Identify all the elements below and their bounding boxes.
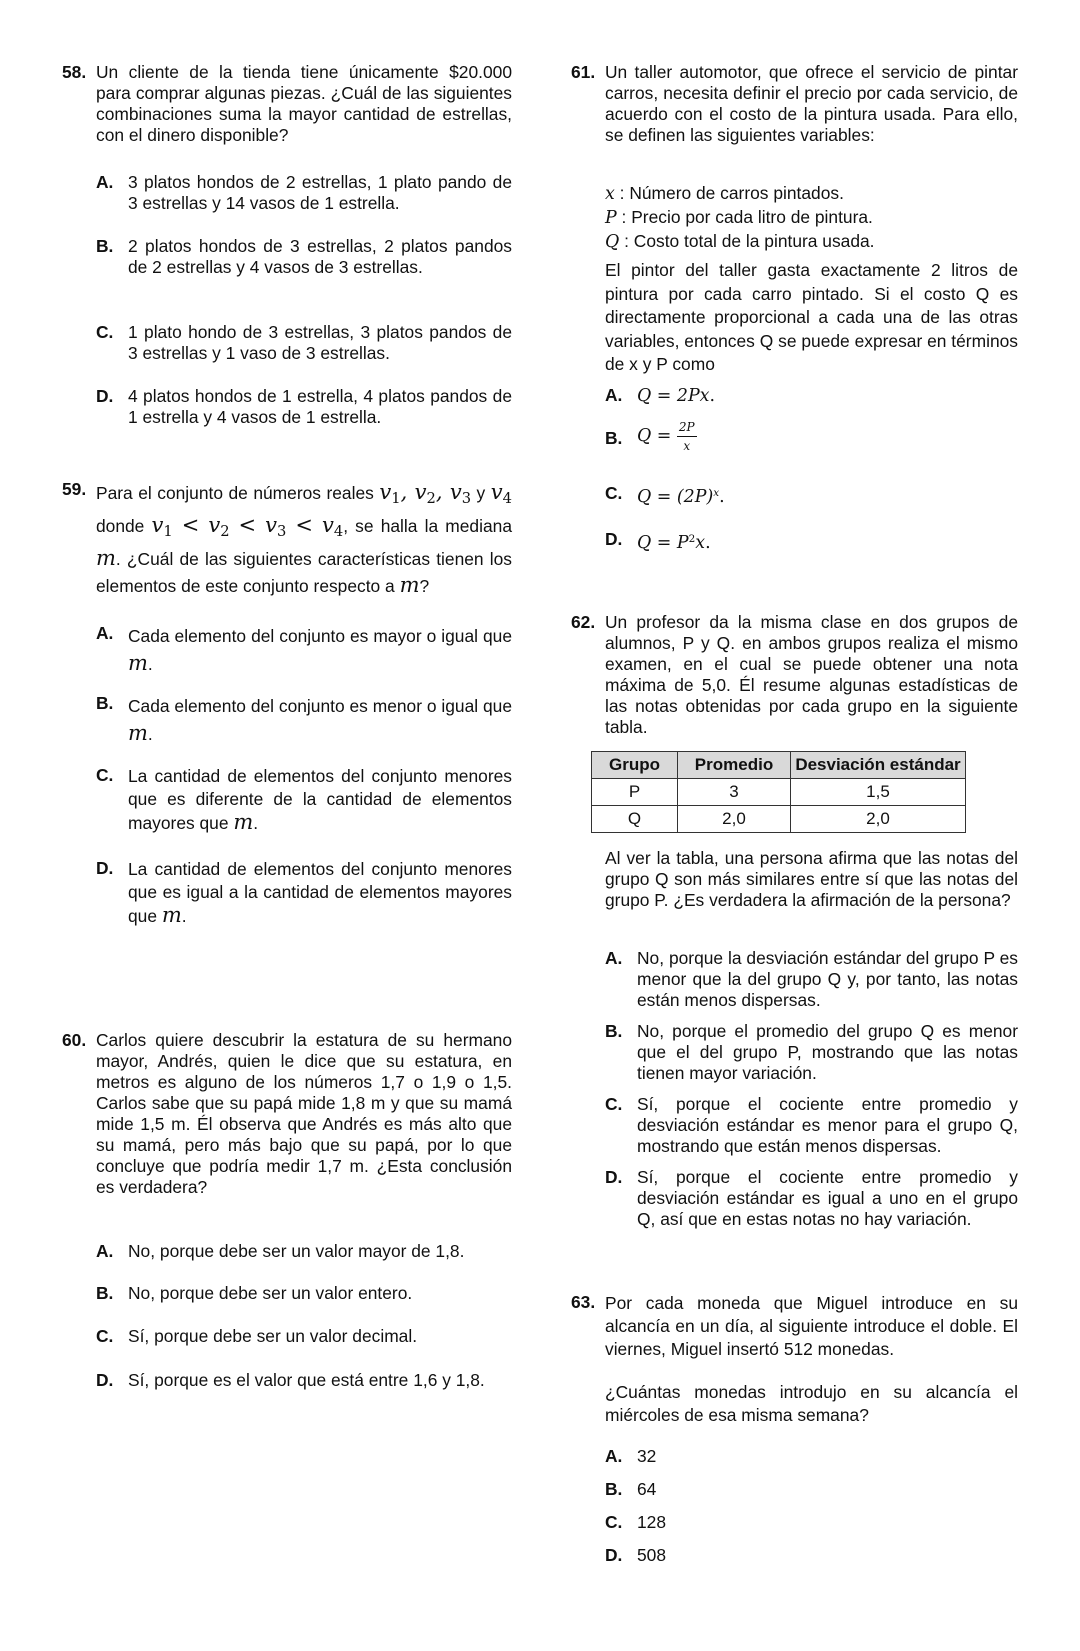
- median-symbol: m: [399, 573, 420, 597]
- option-text: 508: [637, 1545, 667, 1565]
- option-60-d[interactable]: [96, 1370, 512, 1391]
- option-62-b[interactable]: [605, 1021, 1018, 1084]
- stem-text: , se halla la mediana: [343, 516, 512, 536]
- option-label: A.: [605, 385, 623, 405]
- stem-text: . ¿Cuál de las siguientes características tienen los elementos de este conjunto respecto a: [96, 549, 512, 596]
- table-header: Promedio: [678, 752, 791, 779]
- stem-text: donde: [96, 516, 145, 536]
- option-text-part: La cantidad de elementos del conjunto menores que es diferente de la cantidad de elementos mayores que: [128, 766, 512, 833]
- variable-v4: $v_4$: [490, 480, 512, 507]
- question-stem-2: El pintor del taller gasta exactamente 2 litros de pintura por cada carro pintado. Si el costo Q es directamente proporcional a cada una de las otras variables, entonces Q se puede expresar en términos de x y P como: [605, 260, 1018, 374]
- question-61-context: [571, 259, 1018, 377]
- question-60: [62, 1030, 512, 1198]
- question-stem: Un taller automotor, que ofrece el servicio de pintar carros, necesita definir el precio por cada servicio, de acuerdo con el costo de la pintura usada. Para ello, se definen las siguientes variables:: [605, 62, 1018, 145]
- option-label: C.: [605, 483, 623, 503]
- option-label: D.: [96, 1370, 114, 1390]
- question-number: 60.: [62, 1030, 87, 1050]
- fraction-numerator: 2P: [677, 420, 697, 437]
- option-label: D.: [605, 529, 623, 549]
- option-58-c[interactable]: [96, 322, 512, 364]
- option-text: [128, 765, 512, 835]
- variable-definitions: [605, 182, 1052, 254]
- median-symbol: m: [233, 810, 254, 834]
- question-stem-2: ¿Cuántas monedas introdujo en su alcancía el miércoles de esa misma semana?: [605, 1382, 1018, 1425]
- option-text: 1 plato hondo de 3 estrellas, 3 platos pandos de 3 estrellas y 1 vaso de 3 estrellas.: [128, 322, 512, 363]
- option-59-c[interactable]: [96, 765, 512, 835]
- option-60-c[interactable]: [96, 1326, 512, 1347]
- question-62-context: [571, 848, 1018, 911]
- option-label: D.: [96, 386, 114, 406]
- table-cell: 1,5: [791, 779, 966, 806]
- option-text: [128, 693, 512, 748]
- option-62-a[interactable]: [605, 948, 1018, 1011]
- option-59-d[interactable]: [96, 858, 512, 928]
- variable-description: : Precio por cada litro de pintura.: [621, 207, 873, 227]
- option-text: [128, 858, 512, 928]
- question-63-prompt: [571, 1381, 1018, 1427]
- option-text-part: Cada elemento del conjunto es menor o igual que: [128, 696, 512, 716]
- option-label: D.: [605, 1545, 623, 1565]
- option-58-d[interactable]: [96, 386, 512, 428]
- formula-exponent: 2: [688, 533, 696, 545]
- option-text: No, porque la desviación estándar del grupo P es menor que la del grupo Q y, por tanto, las notas están menos dispersas.: [637, 948, 1018, 1010]
- formula-lhs: Q =: [637, 386, 677, 406]
- option-63-a[interactable]: [605, 1446, 1018, 1467]
- option-label: B.: [96, 693, 114, 713]
- stem-text: y: [476, 483, 486, 503]
- option-label: C.: [605, 1512, 623, 1532]
- option-60-a[interactable]: [96, 1241, 512, 1262]
- table-cell: P: [592, 779, 678, 806]
- option-text-part: Cada elemento del conjunto es mayor o igual que: [128, 626, 512, 646]
- formula-end: .: [719, 487, 725, 507]
- question-stem: Carlos quiere descubrir la estatura de su hermano mayor, Andrés, quien le dice que su estatura, en metros es alguno de los números 1,7 o 1,9 o 1,5. Carlos sabe que su papá mide 1,8 m y que su mamá mide 1,5 m. Él observa que Andrés es más alto que su mamá, pero más bajo que su papá, por lo que concluye que podría medir 1,7 m. ¿Esta conclusión es verdadera?: [96, 1030, 512, 1197]
- question-62: [571, 612, 1018, 738]
- option-label: D.: [605, 1167, 623, 1187]
- variable-description: : Número de carros pintados.: [619, 183, 844, 203]
- option-text-end: .: [181, 906, 187, 926]
- option-59-b[interactable]: [96, 693, 512, 748]
- option-59-a[interactable]: [96, 623, 512, 678]
- option-63-c[interactable]: [605, 1512, 1018, 1533]
- variable-symbol: x: [605, 184, 615, 204]
- option-formula: [637, 385, 1018, 407]
- option-63-b[interactable]: [605, 1479, 1018, 1500]
- question-number: 58.: [62, 62, 87, 82]
- question-number: 61.: [571, 62, 596, 82]
- option-text: 2 platos hondos de 3 estrellas, 2 platos pandos de 2 estrellas y 4 vasos de 3 estrellas.: [128, 236, 512, 277]
- option-60-b[interactable]: [96, 1283, 512, 1304]
- variable-list: $v_1$, $v_2$, $v_3$: [379, 480, 472, 507]
- option-label: A.: [605, 948, 623, 968]
- stem-text: ?: [419, 576, 430, 596]
- option-61-b[interactable]: [605, 420, 1018, 453]
- option-label: B.: [605, 428, 623, 448]
- question-number: 59.: [62, 479, 87, 499]
- option-text: Sí, porque el cociente entre promedio y desviación estándar es igual a uno en el grupo Q, así que en estas notas no hay variación.: [637, 1167, 1018, 1229]
- table-cell: 2,0: [678, 806, 791, 833]
- option-label: B.: [96, 236, 114, 256]
- option-label: C.: [605, 1094, 623, 1114]
- table-header: Grupo: [592, 752, 678, 779]
- fraction-denominator: x: [683, 439, 691, 453]
- variable-q: [605, 230, 1052, 254]
- variable-p: [605, 206, 1052, 230]
- formula-lhs: Q =: [637, 533, 677, 553]
- median-symbol: m: [96, 546, 116, 570]
- option-63-d[interactable]: [605, 1545, 1018, 1566]
- formula-tail: x: [695, 533, 706, 553]
- table-cell: 3: [678, 779, 791, 806]
- formula-end: .: [705, 533, 711, 553]
- option-label: A.: [605, 1446, 623, 1466]
- question-63: [571, 1292, 1018, 1361]
- option-label: C.: [96, 322, 114, 342]
- option-label: B.: [605, 1479, 623, 1499]
- variable-symbol: P: [605, 208, 617, 228]
- option-text: Sí, porque es el valor que está entre 1,6 y 1,8.: [128, 1370, 485, 1390]
- formula-base: P: [676, 533, 689, 553]
- option-61-d[interactable]: [605, 529, 1018, 554]
- option-label: B.: [96, 1283, 114, 1303]
- option-text: 64: [637, 1479, 657, 1499]
- option-label: B.: [605, 1021, 623, 1041]
- median-symbol: m: [161, 903, 182, 927]
- inequality: $v_1 < v_2 < v_3 < v_4$: [151, 513, 344, 540]
- option-label: A.: [96, 1241, 114, 1261]
- statistics-table: [591, 751, 966, 833]
- table-header: Desviación estándar: [791, 752, 966, 779]
- option-text-end: .: [253, 813, 259, 833]
- option-text: 32: [637, 1446, 657, 1466]
- table-header-row: [592, 752, 966, 779]
- option-formula: [637, 483, 1018, 508]
- option-text: Sí, porque el cociente entre promedio y desviación estándar es menor para el grupo Q, mostrando que están menos dispersas.: [637, 1094, 1018, 1156]
- option-text-end: .: [147, 654, 153, 674]
- option-text: No, porque el promedio del grupo Q es menor que el del grupo P, mostrando que las notas tienen mayor variación.: [637, 1021, 1018, 1083]
- option-text: No, porque debe ser un valor mayor de 1,8.: [128, 1241, 465, 1261]
- option-62-d[interactable]: [605, 1167, 1018, 1230]
- question-stem: Por cada moneda que Miguel introduce en su alcancía en un día, al siguiente introduce el doble. El viernes, Miguel insertó 512 monedas.: [605, 1293, 1018, 1359]
- question-stem-2: Al ver la tabla, una persona afirma que las notas del grupo Q son más similares entre sí que las notas del grupo P. ¿Es verdadera la afirmación de la persona?: [605, 848, 1018, 910]
- question-number: 63.: [571, 1292, 596, 1312]
- table-cell: Q: [592, 806, 678, 833]
- table-cell: 2,0: [791, 806, 966, 833]
- option-text: [128, 623, 512, 678]
- formula-lhs: Q =: [637, 426, 677, 447]
- question-59: [62, 479, 512, 599]
- variable-symbol: Q: [605, 232, 620, 252]
- variable-x: [605, 182, 1052, 206]
- option-label: A.: [96, 623, 114, 643]
- question-58: [62, 62, 512, 146]
- variable-description: : Costo total de la pintura usada.: [624, 231, 875, 251]
- option-58-a[interactable]: [96, 172, 512, 214]
- option-text: No, porque debe ser un valor entero.: [128, 1283, 413, 1303]
- option-text-part: La cantidad de elementos del conjunto menores que es igual a la cantidad de elementos mayores que: [128, 859, 512, 926]
- question-stem: [96, 479, 512, 599]
- option-text: 128: [637, 1512, 667, 1532]
- formula-exponent: x: [713, 487, 720, 499]
- median-symbol: m: [128, 651, 148, 675]
- option-61-c[interactable]: [605, 483, 1018, 508]
- option-formula: [637, 529, 1018, 554]
- option-label: A.: [96, 172, 114, 192]
- question-number: 62.: [571, 612, 596, 632]
- fraction: [677, 420, 697, 453]
- median-symbol: m: [128, 721, 148, 745]
- option-58-b[interactable]: [96, 236, 512, 278]
- question-stem: Un profesor da la misma clase en dos grupos de alumnos, P y Q. en ambos grupos realiza el mismo examen, en el cual se puede obtener una nota máxima de 5,0. Él resume algunas estadísticas de las notas obtenidas por cada grupo en la siguiente tabla.: [605, 612, 1018, 737]
- option-label: D.: [96, 858, 114, 878]
- option-text: 3 platos hondos de 2 estrellas, 1 plato pando de 3 estrellas y 14 vasos de 1 estrella.: [128, 172, 512, 213]
- formula-base: (2P): [676, 487, 714, 507]
- option-formula: [637, 420, 1018, 453]
- table-row: [592, 779, 966, 806]
- formula-rhs: 2Px: [676, 386, 710, 406]
- option-label: C.: [96, 1326, 114, 1346]
- option-text-end: .: [147, 724, 153, 744]
- option-61-a[interactable]: [605, 385, 1018, 407]
- stem-text: Para el conjunto de números reales: [96, 483, 374, 503]
- option-text: Sí, porque debe ser un valor decimal.: [128, 1326, 418, 1346]
- option-62-c[interactable]: [605, 1094, 1018, 1157]
- formula-lhs: Q =: [637, 487, 677, 507]
- option-text: 4 platos hondos de 1 estrella, 4 platos pandos de 1 estrella y 4 vasos de 1 estrella.: [128, 386, 512, 427]
- question-stem: Un cliente de la tienda tiene únicamente $20.000 para comprar algunas piezas. ¿Cuál de las siguientes combinaciones suma la mayor cantidad de estrellas, con el dinero disponible?: [96, 62, 512, 145]
- table-row: [592, 806, 966, 833]
- formula-end: .: [709, 386, 715, 406]
- option-label: C.: [96, 765, 114, 785]
- question-61: [571, 62, 1018, 146]
